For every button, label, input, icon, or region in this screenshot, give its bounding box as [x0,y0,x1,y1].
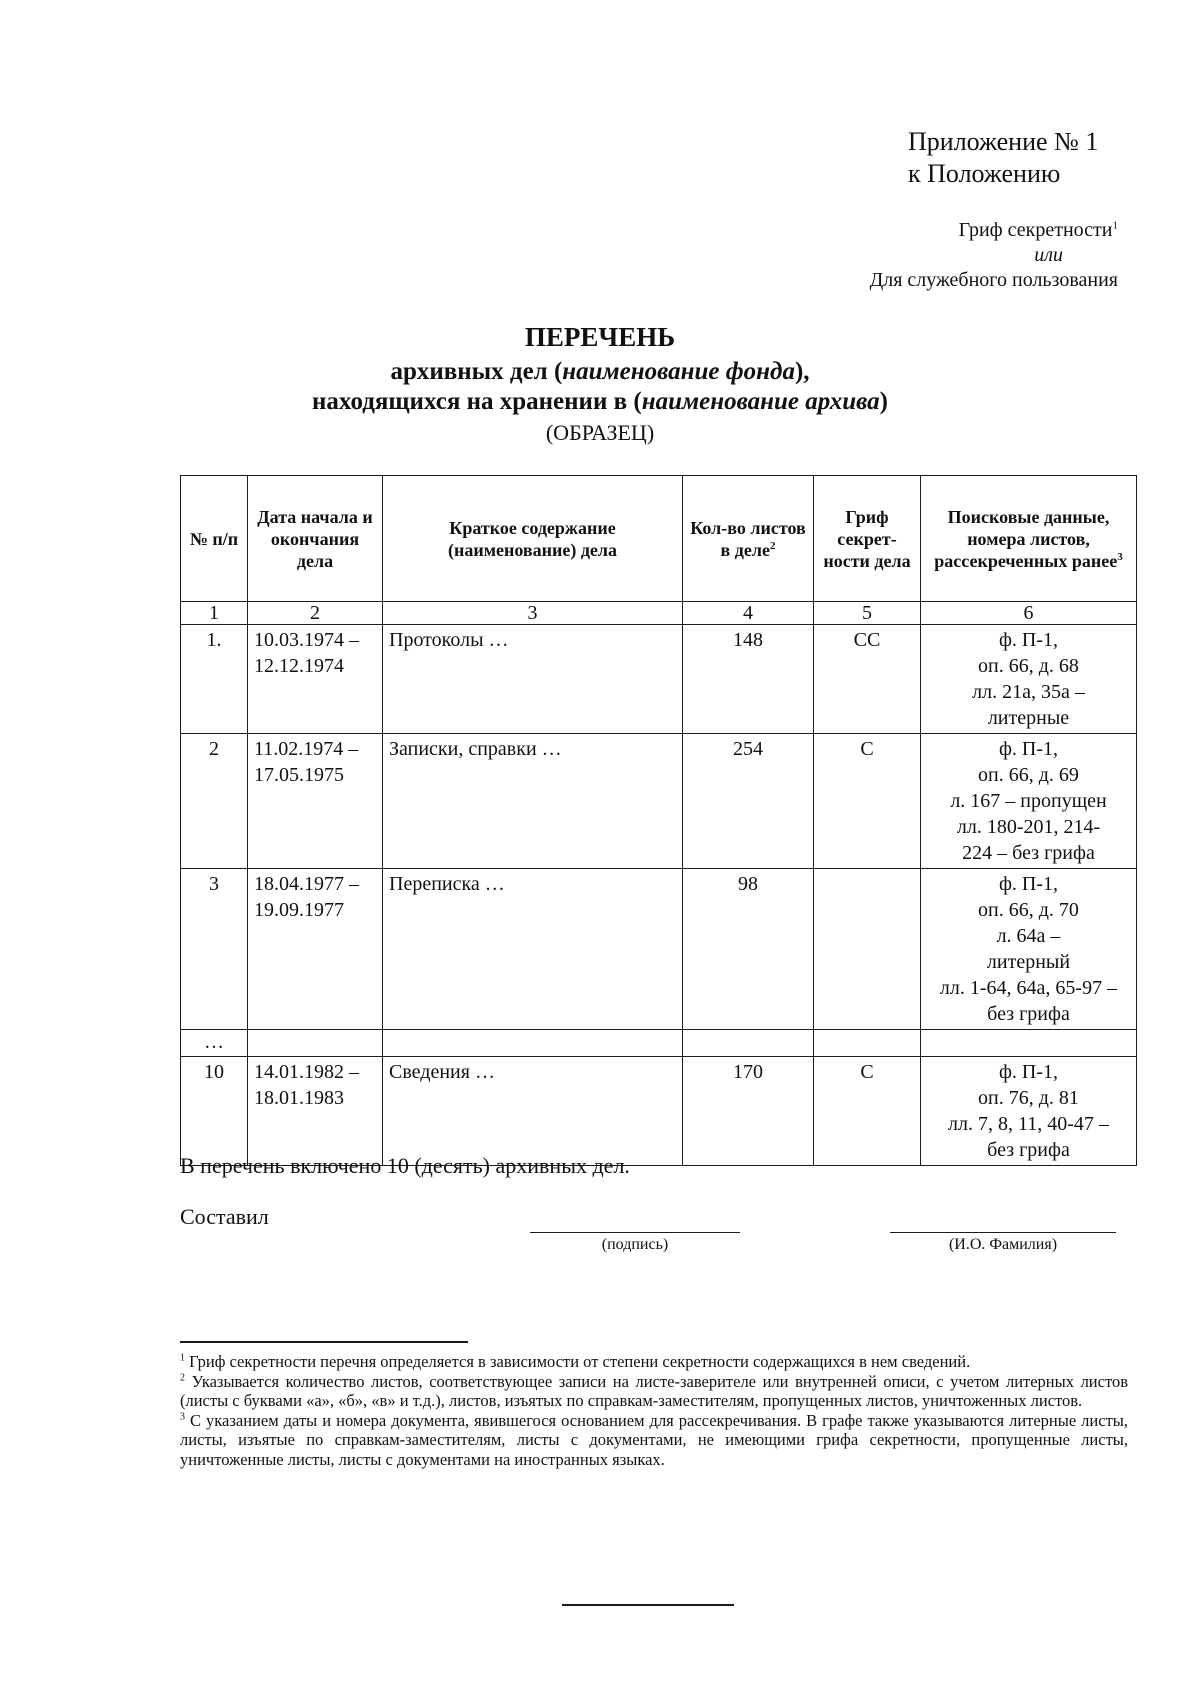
secrecy-stamp [870,218,1118,293]
date-line: 14.01.1982 – [254,1061,359,1083]
date-line: 10.03.1974 – [254,629,359,651]
header-search-data: Поисковые данные, номера листов, рассекреченных ранее$^3$ [921,476,1137,602]
table-row [181,625,1137,734]
appendix-line-2: к Положению [908,159,1061,188]
sample-label: (ОБРАЗЕЦ) [545,420,655,445]
search-line: оп. 66, д. 70 [978,899,1079,921]
row-dates [248,869,383,1030]
search-line: лл. 7, 8, 11, 40-47 – [948,1113,1109,1135]
search-line: л. 64а – [996,925,1061,947]
search-line: ф. П-1, [998,873,1059,895]
date-line: 17.05.1975 [254,764,344,786]
search-line: литерный [986,951,1071,973]
footnote-ref-2: 2 [769,539,776,552]
appendix-reference [908,126,1098,190]
search-line: ф. П-1, [998,1061,1059,1083]
name-line [890,1232,1116,1233]
header-number: № п/п [181,476,248,602]
date-line: 12.12.1974 [254,655,344,677]
date-line: 19.09.1977 [254,899,344,921]
footnote-2: $^2$ Указывается количество листов, соответствующее записи на листе-заверителе или внутренней описи, с учетом литерных листов (листы с буквами «а», «б», «в» и т.д.), листов, изъятых по справкам-заместителям, пропущенных листов, уничтоженных листов. [180,1371,1128,1410]
footnote-1: $^1$ Гриф секретности перечня определяется в зависимости от степени секретности содержащихся в нем сведений. [180,1352,971,1371]
header-secrecy: Гриф секрет-ности дела [814,476,921,602]
search-line: л. 167 – пропущен [950,790,1107,812]
row-secrecy: СС [814,625,921,734]
document-subtitle-archive: находящихся на хранении в (наименование архива) [312,388,888,415]
official-use-label: Для служебного пользования [869,269,1118,291]
table-row [181,734,1137,869]
table-row [181,1057,1137,1166]
date-line: 18.01.1983 [254,1087,344,1109]
search-line: лл. 180-201, 214- [956,816,1101,838]
search-line: оп. 66, д. 69 [978,764,1079,786]
footnote-ref-1: 1 [1112,219,1118,232]
column-number: 2 [248,602,383,625]
footnotes [180,1352,1128,1469]
column-number: 4 [683,602,814,625]
row-content: Сведения … [383,1057,683,1166]
row-secrecy: С [814,1057,921,1166]
row-number: 2 [181,734,248,869]
row-search-data [921,625,1137,734]
row-search-data [921,1030,1137,1057]
row-sheet-count: 254 [683,734,814,869]
search-line: оп. 76, д. 81 [978,1087,1079,1109]
secrecy-or: или [1034,244,1063,266]
archive-files-table [180,475,1137,1166]
row-search-data [921,869,1137,1030]
search-line: без грифа [987,1003,1070,1025]
document-title: ПЕРЕЧЕНЬ [524,322,676,352]
row-search-data [921,734,1137,869]
header-dates: Дата начала и окончания дела [248,476,383,602]
row-number: … [181,1030,248,1057]
column-number: 6 [921,602,1137,625]
compiled-by-label: Составил [180,1204,269,1229]
row-dates [248,625,383,734]
search-line: без грифа [987,1139,1070,1161]
end-separator [562,1604,734,1606]
footnote-separator [180,1341,468,1343]
row-dates [248,1057,383,1166]
search-line: лл. 1-64, 64а, 65-97 – [939,977,1118,999]
header-content: Краткое содержание (наименование) дела [383,476,683,602]
row-dates [248,1030,383,1057]
row-number: 10 [181,1057,248,1166]
search-line: литерные [987,707,1070,729]
row-sheet-count: 98 [683,869,814,1030]
search-line: ф. П-1, [998,629,1059,651]
search-line: оп. 66, д. 68 [978,655,1079,677]
appendix-line-1: Приложение № 1 [908,127,1099,156]
column-number: 3 [383,602,683,625]
table-header-row [181,476,1137,602]
footnote-ref-3: 3 [1117,550,1123,563]
row-content: Протоколы … [383,625,683,734]
row-content [383,1030,683,1057]
search-line: 224 – без грифа [962,842,1095,864]
column-number-row [181,602,1137,625]
table-row [181,869,1137,1030]
search-line: лл. 21а, 35а – [972,681,1085,703]
row-sheet-count: 148 [683,625,814,734]
header-sheet-count: Кол-во листов в деле$^2$ [683,476,814,602]
table-row [181,1030,1137,1057]
date-line: 11.02.1974 – [254,738,359,760]
row-search-data [921,1057,1137,1166]
secrecy-label: Гриф секретности [958,219,1113,241]
row-sheet-count [683,1030,814,1057]
footnote-3: $^3$ С указанием даты и номера документа, явившегося основанием для рассекречивания. В графе также указываются литерные листы, листы, изъятые по справкам-заместителям, листы с документами, не имеющими грифа секретности, пропущенные листы, уничтоженные листы, листы с документами на иностранных языках. [180,1410,1128,1469]
row-content: Записки, справки … [383,734,683,869]
document-subtitle-fund: архивных дел (наименование фонда), [390,358,810,385]
row-number: 3 [181,869,248,1030]
row-secrecy [814,1030,921,1057]
date-line: 18.04.1977 – [254,873,359,895]
signature-line [530,1232,740,1233]
signature-caption: (подпись) [601,1236,669,1253]
row-dates [248,734,383,869]
row-content: Переписка … [383,869,683,1030]
row-sheet-count: 170 [683,1057,814,1166]
row-secrecy [814,869,921,1030]
summary-statement: В перечень включено 10 (десять) архивных дел. [180,1153,630,1178]
search-line: ф. П-1, [998,738,1059,760]
row-secrecy: С [814,734,921,869]
name-caption: (И.О. Фамилия) [948,1236,1058,1253]
column-number: 1 [181,602,248,625]
column-number: 5 [814,602,921,625]
row-number: 1. [181,625,248,734]
